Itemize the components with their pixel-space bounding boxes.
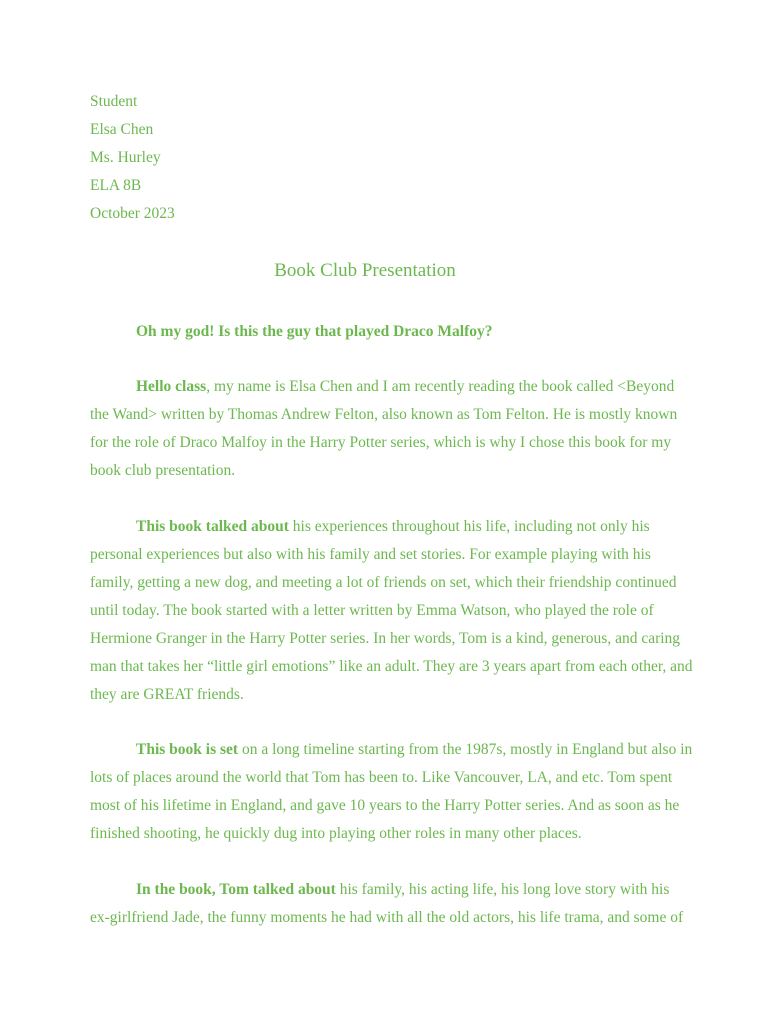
document-heading [90,88,175,228]
paragraph-1 [90,318,682,346]
heading-date: October 2023 [90,205,175,222]
paragraph-3 [90,513,693,709]
paragraph-4-bold: This book is set [136,741,239,758]
paragraph-4-line-1: on a long timeline starting from the 1987s, mostly in England but also in [238,741,693,758]
paragraph-5-bold: In the book, Tom talked about [136,881,336,898]
paragraph-3-line-7: they are GREAT friends. [90,686,244,703]
paragraph-5-line-2: ex-girlfriend Jade, the funny moments he had with all the old actors, his life trama, and some of [90,909,684,926]
paragraph-2-bold: Hello class [136,378,207,395]
paragraph-2-line-4: book club presentation. [90,462,236,479]
heading-teacher: Ms. Hurley [90,149,161,166]
heading-name: Elsa Chen [90,121,154,138]
paragraph-3-line-5: Hermione Granger in the Harry Potter series. In her words, Tom is a kind, generous, and caring [90,630,681,647]
paragraph-4-line-4: finished shooting, he quickly dug into playing other roles in many other places. [90,825,582,842]
page-title: Book Club Presentation [274,260,456,281]
paragraph-2-line-1: , my name is Elsa Chen and I am recently reading the book called <Beyond [206,378,675,395]
paragraph-3-line-6: man that takes her “little girl emotions” like an adult. They are 3 years apart from each other, and [90,658,693,675]
paragraph-3-line-3: family, getting a new dog, and meeting a lot of friends on set, which their friendship continued [90,574,677,591]
paragraph-1-bold: Oh my god! Is this the guy that played Draco Malfoy? [136,323,493,340]
paragraph-4-line-2: lots of places around the world that Tom has been to. Like Vancouver, LA, and etc. Tom spent [90,769,673,786]
paragraph-4 [90,736,693,848]
paragraph-2-line-3: for the role of Draco Malfoy in the Harry Potter series, which is why I chose this book for my [90,434,672,451]
heading-student: Student [90,93,138,110]
heading-class: ELA 8B [90,177,142,194]
paragraph-5 [90,876,682,932]
paragraph-2-line-2: the Wand> written by Thomas Andrew Felton, also known as Tom Felton. He is mostly known [90,406,678,423]
paragraph-4-line-3: most of his lifetime in England, and gave 10 years to the Harry Potter series. And as soon as he [90,797,680,814]
paragraph-3-line-4: until today. The book started with a letter written by Emma Watson, who played the role of [90,602,654,619]
paragraph-5-line-1: his family, his acting life, his long love story with his [335,881,670,898]
paragraph-3-line-2: personal experiences but also with his family and set stories. For example playing with his [90,546,651,563]
paragraph-3-bold: This book talked about [136,518,289,535]
paragraph-2 [90,373,682,485]
paragraph-3-line-1: his experiences throughout his life, including not only his [288,518,650,535]
